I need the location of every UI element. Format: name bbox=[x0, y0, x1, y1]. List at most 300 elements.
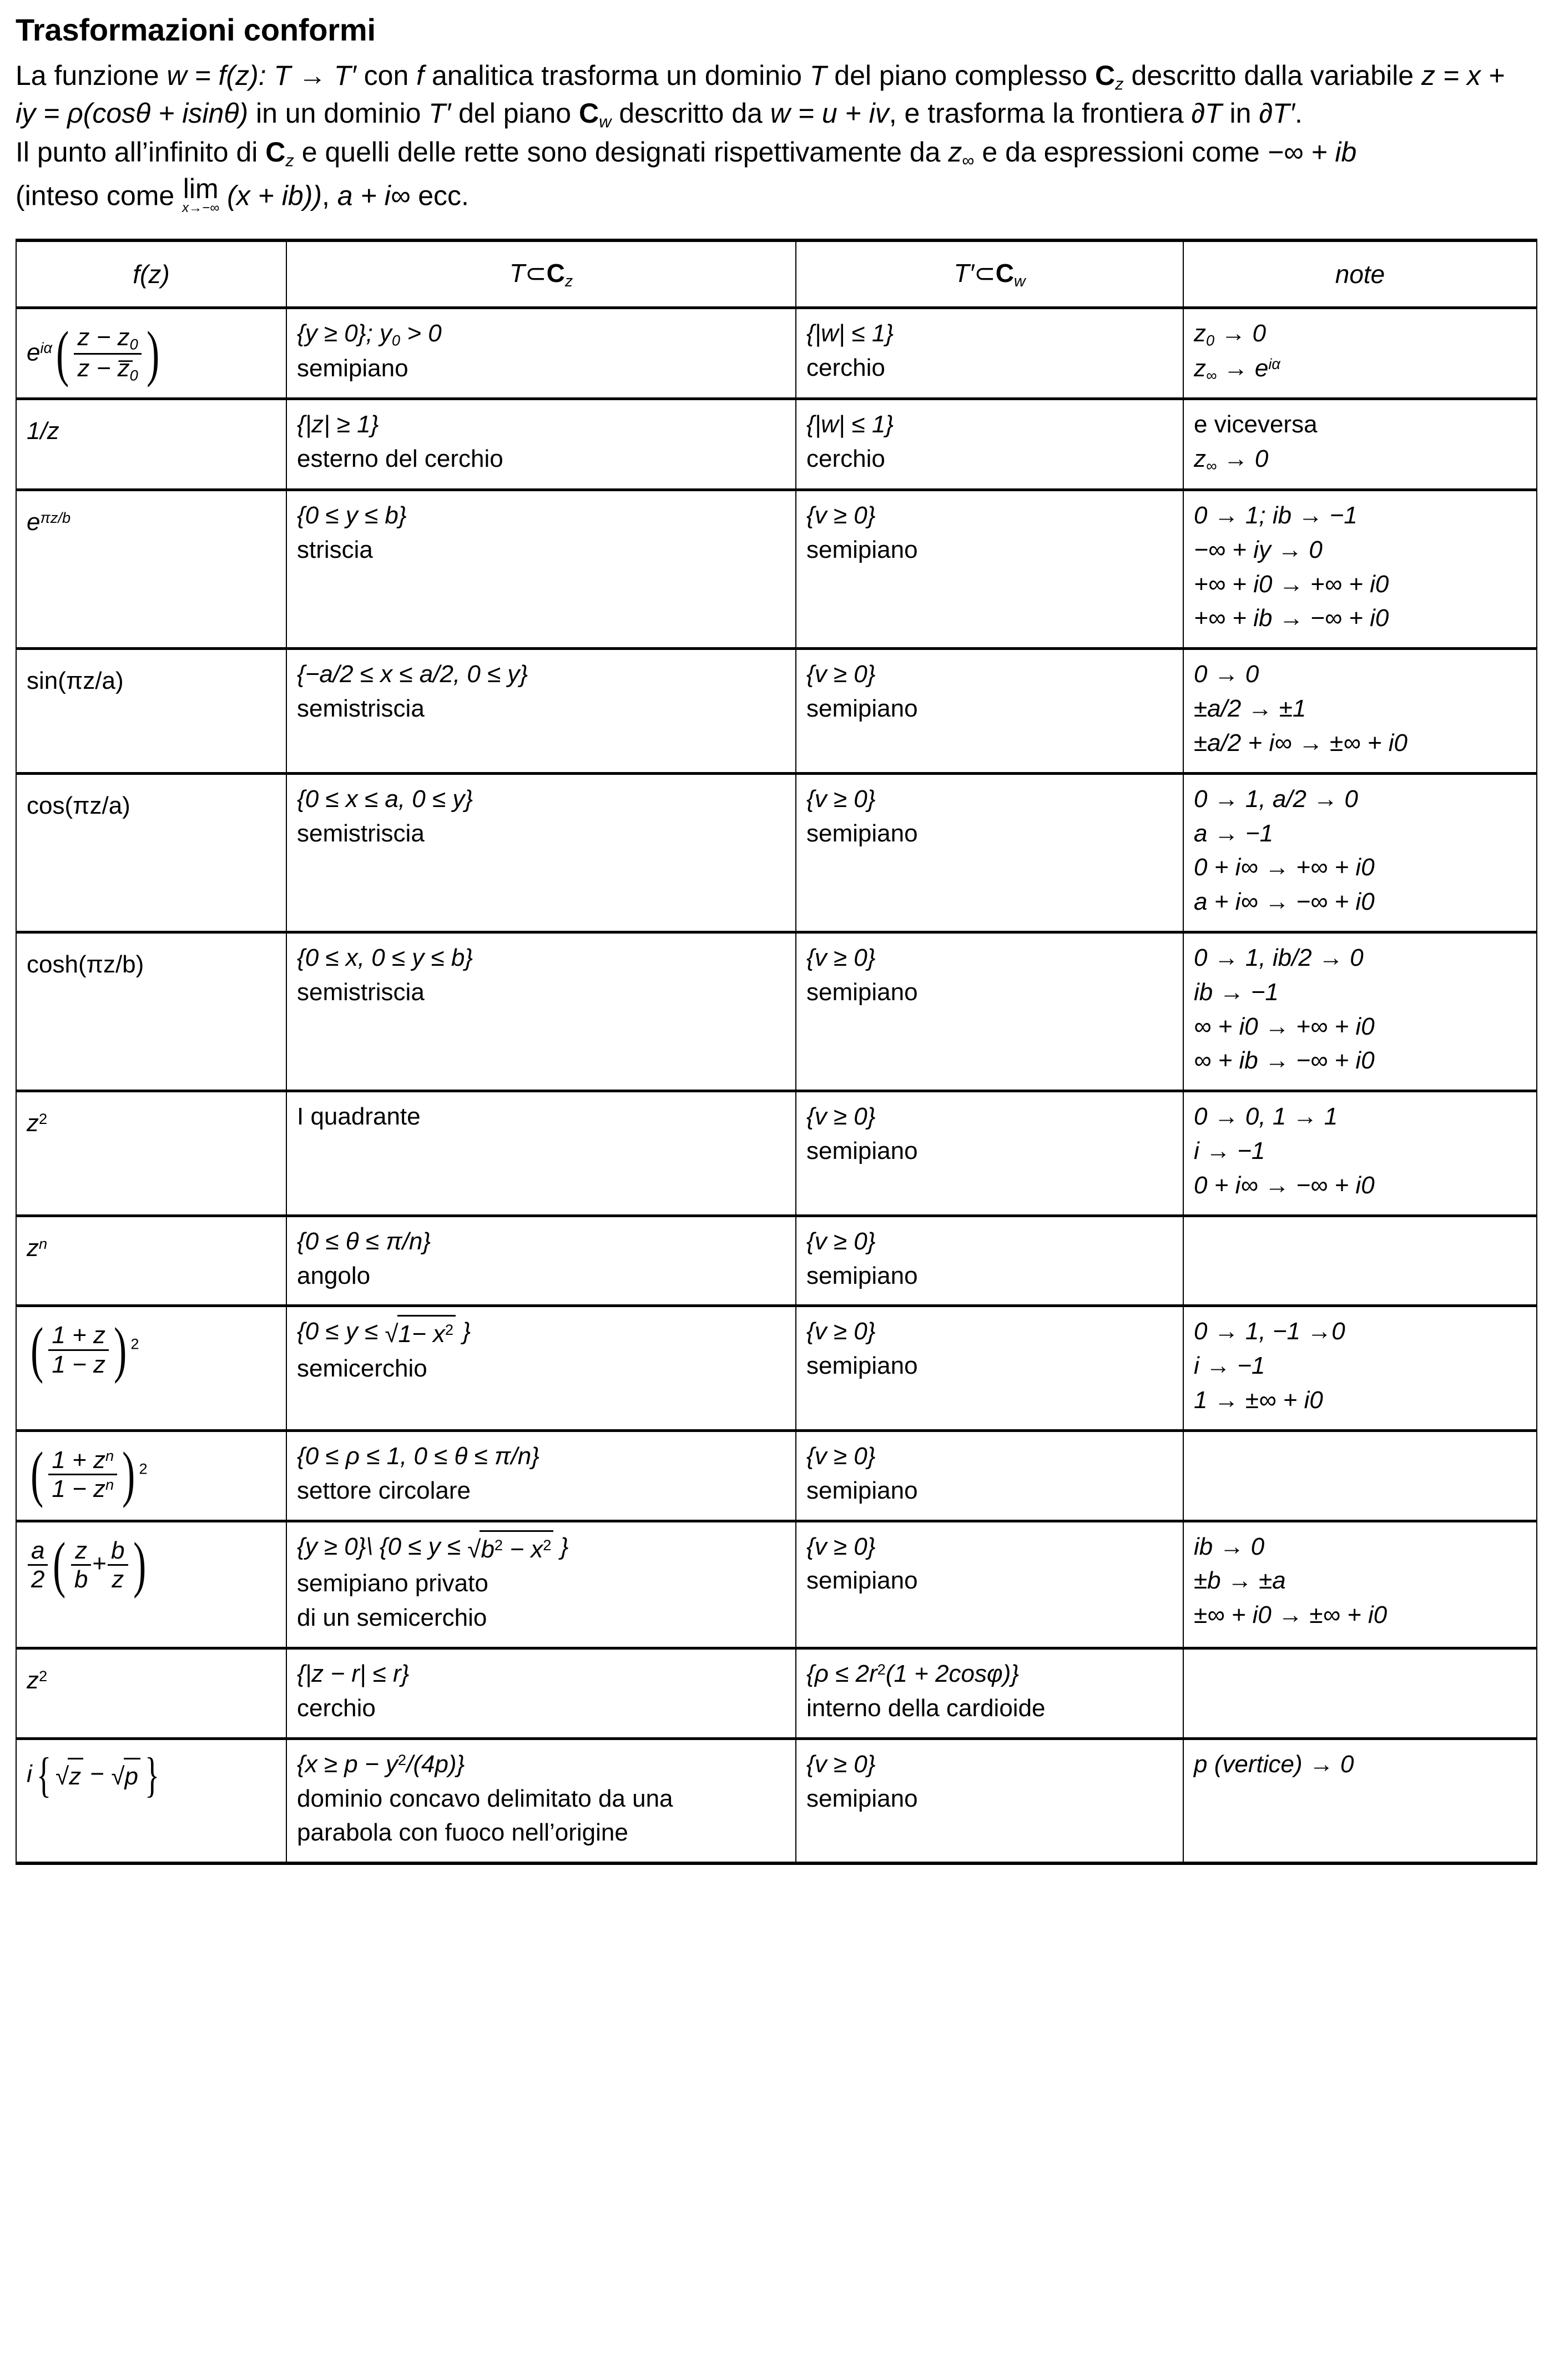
numerator bbox=[28, 1537, 48, 1564]
note-pre: 0 → 1, −1 →0 bbox=[1194, 1318, 1345, 1345]
domain-set-text: {0 ≤ ρ ≤ 1, 0 ≤ θ ≤ π/n} bbox=[297, 1442, 539, 1470]
cell-domain-T bbox=[286, 1521, 796, 1648]
domain-set bbox=[297, 1748, 785, 1781]
left-paren: ( bbox=[56, 319, 69, 389]
cell-domain-T bbox=[286, 1430, 796, 1521]
limit-operator bbox=[182, 175, 219, 215]
intro-text: Il punto all’infinito di bbox=[16, 137, 266, 168]
note-pre: 0 → 1; ib → −1 bbox=[1194, 501, 1358, 529]
formula-exp-base: e bbox=[27, 508, 41, 536]
cell-function bbox=[16, 1216, 286, 1306]
cell-function bbox=[16, 1306, 286, 1430]
formula-exponent: n bbox=[39, 1234, 48, 1252]
note-line bbox=[1194, 442, 1526, 476]
cell-image-Tprime bbox=[796, 307, 1183, 399]
image-set-text: {|w| ≤ 1} bbox=[806, 319, 894, 347]
fraction-z-over-b bbox=[71, 1537, 91, 1594]
radical-sign: √ bbox=[56, 1762, 69, 1790]
note-line bbox=[1194, 851, 1526, 884]
note-line bbox=[1194, 499, 1526, 532]
note-line bbox=[1194, 1100, 1526, 1133]
note-pre: +∞ + i0 → +∞ + i0 bbox=[1194, 570, 1389, 598]
header-C: C bbox=[546, 259, 565, 288]
domain-set-sub: 0 bbox=[391, 331, 401, 349]
intro-Tprime: T′ bbox=[428, 98, 451, 129]
fraction bbox=[48, 1446, 117, 1503]
fraction-a-over-2 bbox=[28, 1537, 48, 1594]
domain-name: striscia bbox=[297, 536, 373, 563]
image-name: semipiano bbox=[806, 1352, 918, 1380]
domain-name: settore circolare bbox=[297, 1476, 471, 1504]
domain-set-text: {y ≥ 0}; y bbox=[297, 319, 392, 347]
image-set-text: {v ≥ 0} bbox=[806, 1750, 876, 1778]
domain-name-2: parabola con fuoco nell’origine bbox=[297, 1819, 628, 1847]
intro-text: analitica trasforma un dominio bbox=[424, 60, 810, 92]
cell-domain-T bbox=[286, 649, 796, 773]
image-set bbox=[806, 408, 1173, 441]
cell-domain-T bbox=[286, 1648, 796, 1739]
domain-name: dominio concavo delimitato da una bbox=[297, 1784, 673, 1812]
numerator-text: z − z bbox=[77, 323, 130, 351]
numerator-text: 1 + z bbox=[52, 1446, 105, 1474]
image-set bbox=[806, 1440, 1173, 1473]
cell-note bbox=[1183, 1306, 1537, 1430]
square-root bbox=[467, 1530, 553, 1566]
right-paren: ) bbox=[133, 1530, 146, 1600]
note-pre: ±a/2 + i∞ → ±∞ + i0 bbox=[1194, 729, 1407, 757]
domain-set-text: {0 ≤ y ≤ b} bbox=[297, 501, 407, 529]
image-set-text: {v ≥ 0} bbox=[806, 944, 876, 971]
fraction bbox=[48, 1322, 109, 1378]
radicand bbox=[124, 1758, 140, 1793]
note-post: → 0 bbox=[1214, 319, 1267, 347]
header-fz-label: f(z) bbox=[133, 259, 170, 289]
note-pre: i → −1 bbox=[1194, 1137, 1265, 1165]
intro-formula-wfz: w = f(z): T → T′ bbox=[167, 60, 356, 92]
cell-function bbox=[16, 399, 286, 490]
radicand bbox=[68, 1758, 83, 1793]
denominator bbox=[108, 1564, 128, 1593]
domain-set-post: } bbox=[553, 1532, 569, 1560]
radicand bbox=[397, 1315, 456, 1351]
intro-text: . bbox=[1294, 98, 1303, 129]
radicand-mid: − x bbox=[503, 1535, 543, 1563]
formula-i-sqrt-diff bbox=[27, 1748, 164, 1802]
cell-note bbox=[1183, 773, 1537, 932]
note-pre: −∞ + iy → 0 bbox=[1194, 536, 1323, 563]
numerator-exponent: n bbox=[105, 1446, 114, 1464]
left-paren: ( bbox=[31, 1315, 44, 1384]
note-pre: ±b → ±a bbox=[1194, 1567, 1286, 1595]
formula-sin: sin(πz/a) bbox=[27, 667, 124, 695]
table-row bbox=[16, 399, 1537, 490]
image-name: semipiano bbox=[806, 1784, 918, 1812]
note-pre: 1 → ±∞ + i0 bbox=[1194, 1386, 1323, 1414]
image-set bbox=[806, 941, 1173, 975]
denominator bbox=[71, 1564, 91, 1593]
image-set-pre: {ρ ≤ 2r bbox=[806, 1660, 877, 1688]
cell-function bbox=[16, 490, 286, 648]
right-paren: ) bbox=[114, 1315, 127, 1384]
square-root-z bbox=[56, 1758, 83, 1793]
radicand bbox=[480, 1530, 553, 1566]
intro-zinf-sub: ∞ bbox=[962, 151, 975, 170]
note-pre: ib → 0 bbox=[1194, 1532, 1265, 1560]
note-pre: z bbox=[1194, 354, 1206, 382]
formula-eia-fraction bbox=[27, 319, 163, 389]
radicand-text: 1− x bbox=[398, 1320, 445, 1348]
note-pre: ±∞ + i0 → ±∞ + i0 bbox=[1194, 1601, 1388, 1629]
note-line bbox=[1194, 885, 1526, 919]
intro-paragraph-2 bbox=[16, 134, 1532, 214]
denominator bbox=[28, 1564, 48, 1593]
header-Cw: C bbox=[995, 259, 1014, 288]
formula-cosh: cosh(πz/b) bbox=[27, 950, 144, 978]
intro-text: descritto dalla variabile bbox=[1123, 60, 1422, 92]
denominator bbox=[48, 1349, 109, 1378]
intro-z-polar: z = x + iy = ρ(cosθ + isinθ) bbox=[16, 60, 1505, 129]
cell-domain-T bbox=[286, 932, 796, 1091]
image-set bbox=[806, 1530, 1173, 1564]
cell-note bbox=[1183, 1430, 1537, 1521]
image-set bbox=[806, 658, 1173, 691]
denominator-text: 1 − z bbox=[52, 1475, 105, 1503]
cell-function bbox=[16, 307, 286, 399]
domain-set bbox=[297, 1440, 785, 1473]
intro-text: e quelli delle rette sono designati rispettivamente da bbox=[294, 137, 948, 168]
cell-function bbox=[16, 1521, 286, 1648]
cell-function bbox=[16, 1648, 286, 1739]
cell-note bbox=[1183, 1521, 1537, 1648]
intro-w-uv: w = u + iv bbox=[770, 98, 889, 129]
intro-text: descritto da bbox=[611, 98, 770, 129]
domain-set bbox=[297, 317, 785, 351]
intro-text: in un dominio bbox=[248, 98, 429, 129]
image-set bbox=[806, 1100, 1173, 1133]
formula-joukowski bbox=[27, 1530, 150, 1600]
domain-name: semistriscia bbox=[297, 978, 425, 1006]
note-line bbox=[1194, 1384, 1526, 1417]
note-pre: ∞ + ib → −∞ + i0 bbox=[1194, 1047, 1375, 1075]
image-name: semipiano bbox=[806, 1476, 918, 1504]
note-pre: +∞ + ib → −∞ + i0 bbox=[1194, 604, 1389, 632]
table-row bbox=[16, 1216, 1537, 1306]
square-root bbox=[385, 1315, 456, 1351]
e-exponent: iα bbox=[40, 339, 53, 357]
note-line bbox=[1194, 727, 1526, 760]
note-pre: i → −1 bbox=[1194, 1352, 1265, 1380]
domain-set bbox=[297, 1225, 785, 1258]
note-line bbox=[1194, 1010, 1526, 1043]
intro-a-iinf: a + i∞ bbox=[337, 180, 411, 211]
formula-moebius-n-squared bbox=[27, 1440, 148, 1509]
right-paren: ) bbox=[122, 1440, 135, 1509]
minus-symbol: − bbox=[83, 1760, 112, 1788]
square-root-p bbox=[111, 1758, 140, 1793]
note-line bbox=[1194, 817, 1526, 850]
intro-C-sub: z bbox=[1115, 74, 1124, 94]
numerator bbox=[71, 1537, 91, 1564]
numerator-text: a bbox=[31, 1536, 45, 1564]
denominator-text: b bbox=[74, 1565, 88, 1593]
note-post: → 0 bbox=[1217, 445, 1269, 473]
denominator-text: 1 − z bbox=[52, 1350, 105, 1378]
intro-T: T bbox=[809, 60, 827, 92]
domain-set-exponent: 2 bbox=[397, 1751, 407, 1768]
intro-limit-body: (x + ib)) bbox=[219, 180, 322, 211]
intro-text: La funzione bbox=[16, 60, 167, 92]
note-line bbox=[1194, 783, 1526, 816]
formula-exp-exponent: πz/b bbox=[40, 508, 71, 526]
plus-symbol: + bbox=[92, 1549, 107, 1577]
cell-domain-T bbox=[286, 1091, 796, 1216]
cell-note bbox=[1183, 399, 1537, 490]
domain-name: I quadrante bbox=[297, 1103, 421, 1131]
intro-Cz-sub: z bbox=[285, 151, 294, 170]
note-line bbox=[1194, 317, 1526, 351]
cell-function bbox=[16, 773, 286, 932]
numerator bbox=[74, 324, 141, 353]
cell-function bbox=[16, 1738, 286, 1863]
domain-set-pre: {x ≥ p − y bbox=[297, 1750, 398, 1778]
domain-set-text: {|z| ≥ 1} bbox=[297, 411, 379, 438]
right-paren: ) bbox=[146, 319, 160, 389]
table-row bbox=[16, 932, 1537, 1091]
image-set-text: {|w| ≤ 1} bbox=[806, 411, 894, 438]
intro-text: con bbox=[356, 60, 417, 92]
domain-set-post: } bbox=[456, 1318, 471, 1345]
note-line bbox=[1194, 352, 1526, 386]
left-paren: ( bbox=[31, 1440, 44, 1509]
image-set-text: {v ≥ 0} bbox=[806, 1442, 876, 1470]
domain-set bbox=[297, 783, 785, 816]
image-set-exponent: 2 bbox=[877, 1660, 886, 1678]
cell-note bbox=[1183, 649, 1537, 773]
domain-set-pre: {y ≥ 0}\ {0 ≤ y ≤ bbox=[297, 1532, 468, 1560]
header-C-sub: z bbox=[564, 272, 573, 290]
cell-domain-T bbox=[286, 490, 796, 648]
note-pre: ∞ + i0 → +∞ + i0 bbox=[1194, 1012, 1375, 1040]
image-name: cerchio bbox=[806, 354, 885, 381]
domain-set bbox=[297, 658, 785, 691]
intro-text: e da espressioni come bbox=[974, 137, 1268, 168]
note-pre: a → −1 bbox=[1194, 819, 1274, 847]
note-line bbox=[1194, 1349, 1526, 1383]
intro-text: del piano complesso bbox=[826, 60, 1096, 92]
radicand-exponent: 2 bbox=[445, 1321, 454, 1339]
image-name: interno della cardioide bbox=[806, 1694, 1046, 1722]
intro-text: ecc. bbox=[410, 180, 469, 211]
domain-name: esterno del cerchio bbox=[297, 445, 503, 473]
numerator bbox=[48, 1446, 117, 1474]
cell-note bbox=[1183, 307, 1537, 399]
intro-f: f bbox=[416, 60, 425, 92]
e-base: e bbox=[27, 339, 41, 366]
cell-image-Tprime bbox=[796, 1091, 1183, 1216]
note-line bbox=[1194, 658, 1526, 691]
image-set-text: {v ≥ 0} bbox=[806, 1103, 876, 1131]
note-line bbox=[1194, 1599, 1526, 1632]
image-name: semipiano bbox=[806, 1137, 918, 1165]
cell-domain-T bbox=[286, 1306, 796, 1430]
note-line bbox=[1194, 1564, 1526, 1597]
note-sub: ∞ bbox=[1206, 366, 1217, 384]
header-note-label: note bbox=[1335, 259, 1385, 289]
header-T-Cz bbox=[286, 240, 796, 308]
table-row bbox=[16, 1738, 1537, 1863]
domain-set-post: /(4p)} bbox=[406, 1750, 465, 1778]
cell-domain-T bbox=[286, 1738, 796, 1863]
intro-minusinf-ib: −∞ + ib bbox=[1267, 137, 1357, 168]
note-line bbox=[1194, 1530, 1526, 1564]
intro-dTprime: ∂T′ bbox=[1259, 98, 1295, 129]
intro-C: C bbox=[1095, 60, 1116, 92]
note-line bbox=[1194, 692, 1526, 725]
numerator-sub: 0 bbox=[129, 335, 138, 353]
formula-exponent: 2 bbox=[39, 1667, 48, 1685]
header-Tprime: T′ bbox=[953, 259, 975, 288]
note-line bbox=[1194, 533, 1526, 567]
header-note bbox=[1183, 240, 1537, 308]
note-line bbox=[1194, 1044, 1526, 1077]
subset-symbol: ⊂ bbox=[525, 259, 547, 288]
domain-set-text: {0 ≤ x ≤ a, 0 ≤ y} bbox=[297, 785, 473, 813]
domain-set-tail: > 0 bbox=[400, 319, 442, 347]
domain-name: semicerchio bbox=[297, 1355, 427, 1383]
numerator bbox=[108, 1537, 128, 1564]
formula-exponent: 2 bbox=[139, 1460, 148, 1478]
header-Cw-sub: w bbox=[1013, 272, 1026, 290]
formula-moebius-squared bbox=[27, 1315, 139, 1384]
fraction-b-over-z bbox=[108, 1537, 128, 1594]
note-pre: 0 + i∞ → −∞ + i0 bbox=[1194, 1171, 1375, 1199]
image-set-text: {v ≥ 0} bbox=[806, 501, 876, 529]
note-line bbox=[1194, 568, 1526, 601]
domain-set-text: {0 ≤ θ ≤ π/n} bbox=[297, 1227, 431, 1255]
domain-set bbox=[297, 941, 785, 975]
intro-text: , e trasforma la frontiera bbox=[889, 98, 1192, 129]
left-paren: ( bbox=[53, 1530, 66, 1600]
limit-lim: lim bbox=[183, 173, 219, 205]
domain-name: semipiano privato bbox=[297, 1570, 488, 1597]
cell-note bbox=[1183, 1091, 1537, 1216]
cell-function bbox=[16, 932, 286, 1091]
cell-image-Tprime bbox=[796, 649, 1183, 773]
denominator-exponent: n bbox=[105, 1476, 114, 1494]
intro-Cz: C bbox=[265, 137, 286, 168]
intro-text: del piano bbox=[451, 98, 579, 129]
image-set-text: {v ≥ 0} bbox=[806, 660, 876, 688]
denominator-text: 2 bbox=[31, 1565, 45, 1593]
table-row bbox=[16, 307, 1537, 399]
cell-image-Tprime bbox=[796, 1738, 1183, 1863]
image-set-text: {v ≥ 0} bbox=[806, 1227, 876, 1255]
numerator-text: 1 + z bbox=[52, 1322, 105, 1349]
cell-function bbox=[16, 1430, 286, 1521]
radicand-exponent: 2 bbox=[494, 1536, 503, 1554]
intro-Cw: C bbox=[578, 98, 599, 129]
intro-zinf: z bbox=[948, 137, 962, 168]
numerator-text: b bbox=[111, 1536, 125, 1564]
cell-image-Tprime bbox=[796, 1648, 1183, 1739]
header-fz bbox=[16, 240, 286, 308]
radicand-exponent-2: 2 bbox=[543, 1536, 552, 1554]
note-line bbox=[1194, 602, 1526, 635]
formula-z: z bbox=[27, 1110, 39, 1137]
table-row bbox=[16, 1521, 1537, 1648]
domain-name: semistriscia bbox=[297, 819, 425, 847]
domain-name: cerchio bbox=[297, 1694, 376, 1722]
radicand-text: b bbox=[481, 1535, 495, 1563]
image-set bbox=[806, 783, 1173, 816]
radicand-text: p bbox=[124, 1762, 138, 1790]
image-set bbox=[806, 317, 1173, 350]
table-row bbox=[16, 1430, 1537, 1521]
domain-set bbox=[297, 1315, 785, 1351]
table-row bbox=[16, 1091, 1537, 1216]
note-pre: a + i∞ → −∞ + i0 bbox=[1194, 888, 1375, 916]
table-row bbox=[16, 773, 1537, 932]
limit-subscript: x→−∞ bbox=[182, 200, 220, 216]
domain-set bbox=[297, 499, 785, 532]
intro-text: , bbox=[322, 180, 337, 211]
formula-one-over-z: 1/z bbox=[27, 417, 59, 445]
page-title: Trasformazioni conformi bbox=[16, 12, 376, 47]
table-row bbox=[16, 1648, 1537, 1739]
domain-name: angolo bbox=[297, 1262, 371, 1289]
radicand-text: z bbox=[69, 1762, 82, 1790]
left-brace: { bbox=[36, 1748, 52, 1802]
cell-domain-T bbox=[286, 307, 796, 399]
cell-image-Tprime bbox=[796, 1430, 1183, 1521]
domain-name: semistriscia bbox=[297, 695, 425, 723]
intro-dT: ∂T bbox=[1191, 98, 1222, 129]
cell-image-Tprime bbox=[796, 1521, 1183, 1648]
image-set bbox=[806, 1315, 1173, 1348]
note-pre: ib → −1 bbox=[1194, 978, 1279, 1006]
cell-image-Tprime bbox=[796, 773, 1183, 932]
denominator-sub: 0 bbox=[129, 366, 138, 384]
table-row bbox=[16, 490, 1537, 648]
cell-note bbox=[1183, 1738, 1537, 1863]
note-line bbox=[1194, 1134, 1526, 1168]
domain-set bbox=[297, 1530, 785, 1566]
intro-text: in bbox=[1222, 98, 1259, 129]
cell-image-Tprime bbox=[796, 1216, 1183, 1306]
note-sub: ∞ bbox=[1206, 457, 1217, 475]
denominator bbox=[48, 1474, 117, 1502]
cell-note bbox=[1183, 1648, 1537, 1739]
table-row bbox=[16, 1306, 1537, 1430]
cell-domain-T bbox=[286, 1216, 796, 1306]
cell-function bbox=[16, 1091, 286, 1216]
cell-image-Tprime bbox=[796, 932, 1183, 1091]
header-T: T bbox=[509, 259, 526, 288]
radical-sign: √ bbox=[467, 1535, 481, 1563]
image-name: semipiano bbox=[806, 695, 918, 723]
formula-cos: cos(πz/a) bbox=[27, 791, 130, 819]
note-post: → e bbox=[1217, 354, 1269, 382]
image-name: semipiano bbox=[806, 1567, 918, 1595]
intro-Cw-sub: w bbox=[599, 112, 612, 132]
note-line bbox=[1194, 1169, 1526, 1202]
note-sub: 0 bbox=[1206, 331, 1215, 349]
domain-set-text: {−a/2 ≤ x ≤ a/2, 0 ≤ y} bbox=[297, 660, 528, 688]
radical-sign: √ bbox=[385, 1320, 398, 1348]
table-header-row bbox=[16, 240, 1537, 308]
numerator bbox=[48, 1322, 109, 1349]
note-pre: 0 + i∞ → +∞ + i0 bbox=[1194, 854, 1375, 881]
